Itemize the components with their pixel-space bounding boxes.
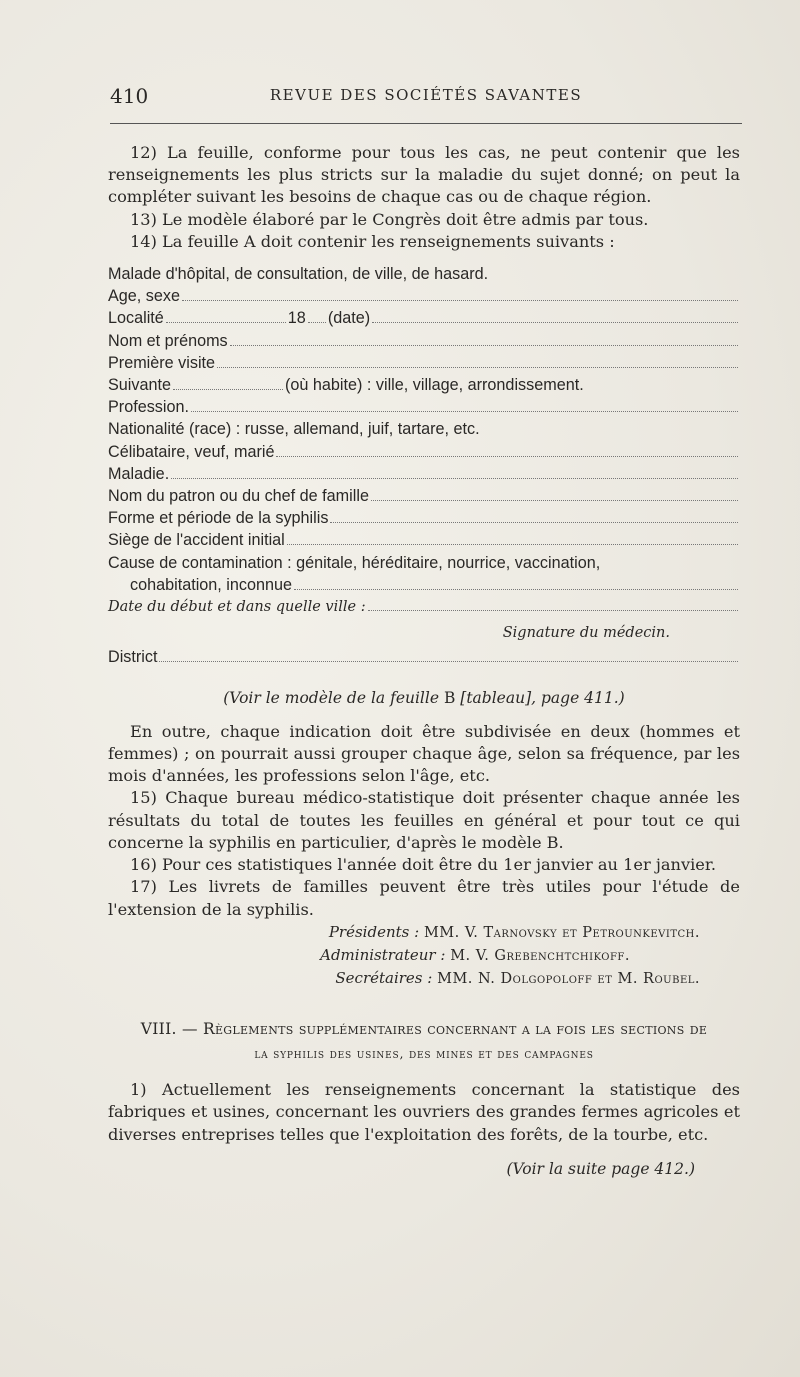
form-line-maladie	[108, 463, 740, 485]
paragraph-17: 17) Les livrets de familles peuvent être très utiles pour l'étude de l'extension de la syphilis.	[108, 877, 740, 919]
leader-dots	[276, 455, 738, 457]
leader-dots	[308, 321, 326, 323]
form-line-cause	[108, 552, 740, 574]
form-line-intro	[108, 263, 740, 285]
form-line-localite	[108, 307, 740, 329]
leader-dots	[371, 499, 738, 501]
section-heading	[108, 1018, 740, 1065]
see-model-prefix: (Voir le modèle de la feuille	[223, 688, 444, 707]
leader-dots	[171, 477, 738, 479]
officer-administrateur	[108, 944, 740, 967]
paragraph-12: 12) La feuille, conforme pour tous les cas, ne peut contenir que les renseignements les plus stricts sur la maladie du sujet donné; on peut la compléter suivant les besoins de chaque cas ou de chaque région.	[108, 143, 740, 207]
leader-dots	[173, 388, 283, 390]
field-cause-label: Cause de contamination : génitale, héréditaire, nourrice, vaccination,	[108, 553, 601, 572]
field-forme-label: Forme et période de la syphilis	[108, 509, 329, 528]
field-nationalite-label: Nationalité (race) : russe, allemand, juif, tartare, etc.	[108, 420, 480, 439]
field-debut-label: Date du début et dans quelle ville :	[108, 599, 366, 616]
paragraph-13: 13) Le modèle élaboré par le Congrès doit être admis par tous.	[130, 209, 649, 229]
officer-role: Administrateur :	[320, 945, 446, 964]
signature-label: Signature du médecin.	[502, 625, 670, 642]
field-year-label: 18	[287, 309, 306, 328]
leader-dots	[166, 321, 286, 323]
page-body	[108, 142, 740, 1180]
leader-dots	[191, 410, 738, 412]
form-line-patron	[108, 485, 740, 507]
field-siege-label: Siège de l'accident initial	[108, 531, 285, 550]
see-model-tableau: [tableau]	[455, 688, 532, 707]
form-line-district	[108, 646, 740, 668]
field-maladie-label: Maladie.	[108, 464, 170, 483]
form-line-nom	[108, 330, 740, 352]
running-title: REVUE DES SOCIÉTÉS SAVANTES	[269, 86, 583, 104]
form-line-cohabitation	[108, 574, 740, 596]
leader-dots	[230, 344, 738, 346]
form-line-age	[108, 285, 740, 307]
form-line-debut	[108, 596, 740, 618]
officer-names: M. V. Grebenchtchikoff.	[450, 947, 630, 964]
leader-dots	[287, 543, 738, 545]
form-intro: Malade d'hôpital, de consultation, de ville, de hasard.	[108, 265, 489, 284]
paragraph-section-1: 1) Actuellement les renseignements concernant la statistique des fabriques et usines, concernant les ouvriers des grandes fermes agricoles et diverses entreprises telles que l'exploitation des forêts, de la tourbe, etc.	[108, 1080, 740, 1144]
officer-names: MM. V. Tarnovsky et Petrounkevitch.	[423, 924, 700, 941]
leader-dots	[368, 609, 738, 611]
field-patron-label: Nom du patron ou du chef de famille	[108, 487, 369, 506]
form-line-celibataire	[108, 441, 740, 463]
leader-dots	[330, 521, 738, 523]
paragraph-15: 15) Chaque bureau médico-statistique doit présenter chaque année les résultats du total de toutes les feuilles en général et pour tout ce qui concerne la syphilis en particulier, d'après le modèle B.	[108, 788, 740, 852]
paragraph-14: 14) La feuille A doit contenir les renseignements suivants :	[130, 231, 615, 251]
page-header	[110, 84, 742, 114]
leader-dots	[182, 299, 738, 301]
field-celibataire-label: Célibataire, veuf, marié	[108, 442, 275, 461]
field-suivante-label: Suivante	[108, 376, 171, 395]
see-model-note	[108, 687, 740, 709]
officer-names: MM. N. Dolgopoloff et M. Roubel.	[437, 970, 700, 987]
continued-note: (Voir la suite page 412.)	[506, 1159, 695, 1178]
see-model-letter: B	[443, 688, 456, 707]
officer-role: Secrétaires :	[335, 968, 433, 987]
leader-dots	[372, 321, 738, 323]
paragraph-en-outre: En outre, chaque indication doit être subdivisée en deux (hommes et femmes) ; on pourrait aussi grouper chaque âge, selon sa fréquence, par les mois d'années, les professions selon l'âge, etc.	[108, 721, 740, 786]
field-date-label: (date)	[327, 309, 371, 328]
form-a-fields	[108, 263, 740, 669]
leader-dots	[217, 366, 738, 368]
field-habite-label: (où habite) : ville, village, arrondissement.	[285, 376, 584, 395]
officer-secretaires	[108, 967, 740, 990]
field-profession-label: Profession.	[108, 398, 189, 417]
section-heading-line2: la syphilis des usines, des mines et des campagnes	[254, 1045, 594, 1061]
field-age-label: Age, sexe	[108, 287, 180, 306]
form-line-siege	[108, 529, 740, 551]
officer-presidents	[108, 921, 740, 944]
field-premiere-label: Première visite	[108, 353, 216, 372]
page-number: 410	[110, 84, 149, 108]
leader-dots	[159, 660, 738, 662]
section-heading-line1: VIII. — Règlements supplémentaires concernant a la fois les sections de	[140, 1019, 708, 1038]
header-rule	[110, 123, 742, 124]
officer-role: Présidents :	[328, 922, 420, 941]
form-line-profession	[108, 396, 740, 418]
see-model-page: , page 411.)	[531, 688, 625, 707]
form-line-premiere	[108, 352, 740, 374]
form-line-forme	[108, 507, 740, 529]
officers-block	[108, 921, 740, 990]
field-localite-label: Localité	[108, 309, 164, 328]
field-cohabitation-label: cohabitation, inconnue	[130, 575, 293, 594]
paragraph-16: 16) Pour ces statistiques l'année doit être du 1er janvier au 1er janvier.	[130, 855, 716, 875]
field-nom-label: Nom et prénoms	[108, 331, 228, 350]
form-line-nationalite	[108, 418, 740, 440]
field-district-label: District	[108, 648, 158, 667]
leader-dots	[294, 588, 738, 590]
form-line-suivante	[108, 374, 740, 396]
